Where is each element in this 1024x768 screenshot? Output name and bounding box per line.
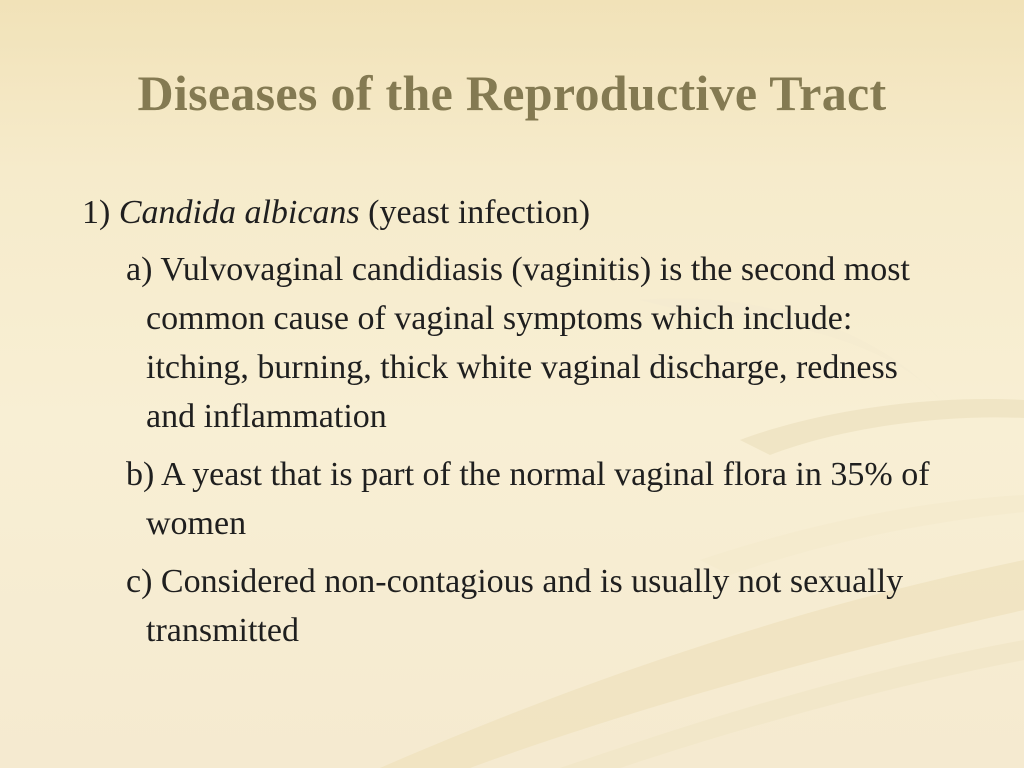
slide-body [82,188,982,664]
sub-item-a [82,245,946,441]
sub-item-text: A yeast that is part of the normal vaginal flora in 35% of women [146,456,930,542]
slide-title: Diseases of the Reproductive Tract [137,65,887,121]
species-name: Candida albicans [118,194,360,231]
item-number: 1) [82,194,111,231]
sub-item-text: Considered non-contagious and is usually not sexually transmitted [146,563,904,649]
sub-item-c [82,557,946,655]
list-item-candida [82,188,982,237]
sub-item-marker: b) [126,456,155,493]
sub-item-text: Vulvovaginal candidiasis (vaginitis) is the second most common cause of vaginal symptoms which include: itching, burning, thick white vaginal discharge, redness and inflammation [146,251,910,435]
sub-item-b [82,450,946,548]
sub-item-marker: a) [126,251,153,288]
sub-item-marker: c) [126,563,153,600]
common-name: (yeast infection) [368,194,591,231]
